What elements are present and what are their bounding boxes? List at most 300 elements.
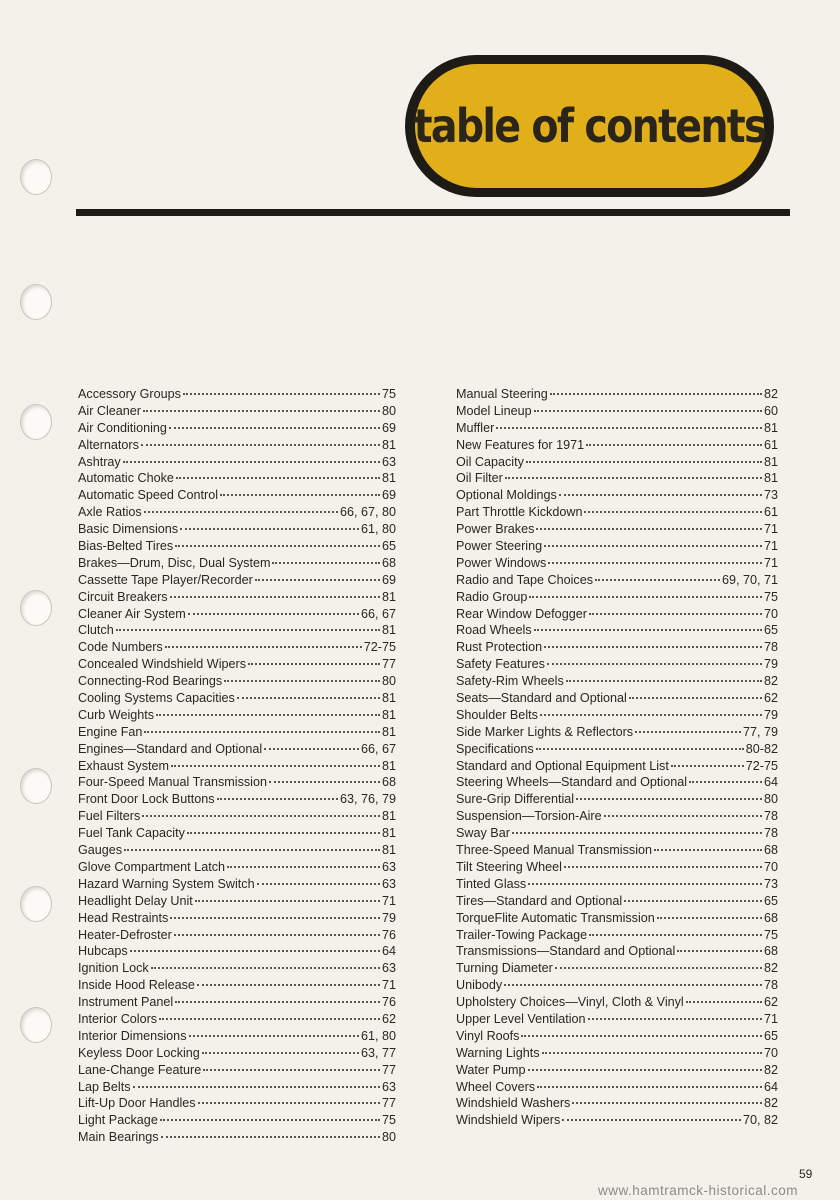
dot-leader xyxy=(197,984,380,986)
dot-leader xyxy=(142,815,380,817)
toc-entry xyxy=(456,876,778,893)
toc-entry-pages: 76 xyxy=(381,995,396,1010)
dot-leader xyxy=(548,562,762,564)
title-badge xyxy=(405,55,774,197)
dot-leader xyxy=(187,832,380,834)
toc-entry-label: Radio Group xyxy=(456,589,528,604)
toc-entry-label: TorqueFlite Automatic Transmission xyxy=(456,910,655,925)
toc-entry-pages: 81 xyxy=(381,826,396,841)
toc-entry-label: Tires—Standard and Optional xyxy=(456,893,623,908)
toc-entry-pages: 71 xyxy=(763,522,778,537)
dot-leader xyxy=(202,1052,359,1054)
toc-entry-pages: 61, 80 xyxy=(360,522,396,537)
dot-leader xyxy=(686,1001,762,1003)
toc-entry-label: Suspension—Torsion-Aire xyxy=(456,809,602,824)
toc-entry-label: Interior Dimensions xyxy=(78,1028,187,1043)
toc-entry-pages: 81 xyxy=(763,471,778,486)
toc-entry-label: Road Wheels xyxy=(456,623,532,638)
toc-entry xyxy=(78,487,396,504)
toc-entry-label: Warning Lights xyxy=(456,1045,540,1060)
toc-entry-pages: 80 xyxy=(381,403,396,418)
dot-leader xyxy=(595,579,720,581)
toc-entry xyxy=(78,842,396,859)
toc-entry-label: Circuit Breakers xyxy=(78,589,168,604)
toc-entry xyxy=(456,420,778,437)
toc-entry-label: Specifications xyxy=(456,741,534,756)
toc-entry-label: Radio and Tape Choices xyxy=(456,572,593,587)
toc-entry xyxy=(456,1095,778,1112)
toc-entry xyxy=(78,1095,396,1112)
toc-entry xyxy=(456,538,778,555)
dot-leader xyxy=(572,1102,762,1104)
toc-entry-pages: 61, 80 xyxy=(360,1028,396,1043)
toc-entry-pages: 62 xyxy=(381,1011,396,1026)
toc-entry-label: Engine Fan xyxy=(78,724,143,739)
toc-entry-label: Main Bearings xyxy=(78,1130,159,1145)
toc-entry xyxy=(78,673,396,690)
dot-leader xyxy=(141,444,380,446)
toc-entry-pages: 75 xyxy=(381,387,396,401)
dot-leader xyxy=(188,613,359,615)
toc-entry-label: Four-Speed Manual Transmission xyxy=(78,775,267,790)
toc-entry xyxy=(78,927,396,944)
toc-entry-label: Safety Features xyxy=(456,657,545,672)
dot-leader xyxy=(635,731,741,733)
dot-leader xyxy=(505,477,762,479)
toc-entry-label: Light Package xyxy=(78,1113,158,1128)
binder-hole xyxy=(20,590,52,626)
toc-entry xyxy=(78,1129,396,1146)
toc-entry-label: Power Windows xyxy=(456,555,547,570)
toc-entry xyxy=(78,572,396,589)
toc-entry xyxy=(456,774,778,791)
toc-entry xyxy=(456,859,778,876)
toc-entry-pages: 78 xyxy=(763,978,778,993)
toc-entry-label: Interior Colors xyxy=(78,1011,158,1026)
toc-entry xyxy=(78,1079,396,1096)
toc-entry-label: Bias-Belted Tires xyxy=(78,539,174,554)
toc-entry-pages: 80 xyxy=(381,1130,396,1145)
toc-entry-label: Gauges xyxy=(78,843,123,858)
toc-entry xyxy=(78,758,396,775)
toc-entry xyxy=(456,741,778,758)
toc-entry-label: Oil Filter xyxy=(456,471,503,486)
toc-entry-pages: 62 xyxy=(763,995,778,1010)
dot-leader xyxy=(170,917,380,919)
toc-entry-pages: 81 xyxy=(381,809,396,824)
toc-entry-pages: 82 xyxy=(763,387,778,401)
toc-entry xyxy=(78,893,396,910)
toc-entry xyxy=(78,960,396,977)
toc-entry xyxy=(456,724,778,741)
toc-entry-label: Head Restraints xyxy=(78,910,169,925)
dot-leader xyxy=(237,697,380,699)
toc-entry xyxy=(456,943,778,960)
dot-leader xyxy=(124,849,380,851)
toc-entry-pages: 76 xyxy=(381,927,396,942)
toc-entry-label: Glove Compartment Latch xyxy=(78,859,225,874)
dot-leader xyxy=(526,461,762,463)
binder-hole xyxy=(20,1007,52,1043)
dot-leader xyxy=(156,714,380,716)
toc-entry-pages: 69 xyxy=(381,420,396,435)
toc-entry-label: Upholstery Choices—Vinyl, Cloth & Vinyl xyxy=(456,995,684,1010)
toc-entry-label: Keyless Door Locking xyxy=(78,1045,200,1060)
toc-entry-label: Concealed Windshield Wipers xyxy=(78,657,246,672)
toc-entry-pages: 61 xyxy=(763,437,778,452)
toc-entry-label: Sway Bar xyxy=(456,826,510,841)
dot-leader xyxy=(536,748,744,750)
toc-entry-label: Hubcaps xyxy=(78,944,128,959)
dot-leader xyxy=(584,511,762,513)
dot-leader xyxy=(183,393,380,395)
toc-entry-pages: 71 xyxy=(763,1011,778,1026)
dot-leader xyxy=(604,815,762,817)
toc-entry-label: Cleaner Air System xyxy=(78,606,186,621)
toc-entry-pages: 80 xyxy=(763,792,778,807)
toc-entry-label: Hazard Warning System Switch xyxy=(78,876,255,891)
toc-entry xyxy=(78,724,396,741)
toc-entry xyxy=(456,808,778,825)
toc-entry-pages: 70, 82 xyxy=(742,1113,778,1128)
toc-entry-pages: 78 xyxy=(763,809,778,824)
toc-entry xyxy=(456,690,778,707)
toc-entry-label: Connecting-Rod Bearings xyxy=(78,674,223,689)
toc-entry-label: Engines—Standard and Optional xyxy=(78,741,263,756)
toc-entry xyxy=(456,521,778,538)
toc-entry-label: Safety-Rim Wheels xyxy=(456,674,564,689)
toc-entry-label: Tilt Steering Wheel xyxy=(456,859,562,874)
dot-leader xyxy=(550,393,762,395)
dot-leader xyxy=(170,596,380,598)
toc-entry-pages: 66, 67 xyxy=(360,606,396,621)
toc-entry-label: Three-Speed Manual Transmission xyxy=(456,843,652,858)
toc-entry-pages: 81 xyxy=(381,589,396,604)
toc-entry-pages: 82 xyxy=(763,961,778,976)
toc-entry xyxy=(456,454,778,471)
toc-entry-pages: 81 xyxy=(381,724,396,739)
toc-column-right xyxy=(456,386,778,1129)
toc-entry-pages: 79 xyxy=(381,910,396,925)
toc-entry xyxy=(78,538,396,555)
toc-entry-pages: 63, 76, 79 xyxy=(339,792,396,807)
dot-leader xyxy=(144,731,380,733)
dot-leader xyxy=(255,579,380,581)
dot-leader xyxy=(629,697,762,699)
toc-entry-pages: 64 xyxy=(763,775,778,790)
toc-entry xyxy=(456,470,778,487)
toc-entry xyxy=(456,572,778,589)
toc-entry xyxy=(78,639,396,656)
toc-entry-label: Vinyl Roofs xyxy=(456,1028,520,1043)
toc-entry xyxy=(78,1112,396,1129)
toc-entry xyxy=(78,791,396,808)
toc-entry-label: Muffler xyxy=(456,420,495,435)
dot-leader xyxy=(180,528,359,530)
toc-entry-label: Curb Weights xyxy=(78,707,155,722)
toc-entry-label: Lane-Change Feature xyxy=(78,1062,202,1077)
binder-hole xyxy=(20,768,52,804)
toc-entry xyxy=(456,487,778,504)
dot-leader xyxy=(195,900,380,902)
toc-entry-label: Inside Hood Release xyxy=(78,978,195,993)
toc-entry xyxy=(78,606,396,623)
toc-entry-pages: 82 xyxy=(763,1096,778,1111)
dot-leader xyxy=(534,410,762,412)
toc-entry-label: Sure-Grip Differential xyxy=(456,792,575,807)
toc-entry-label: Air Cleaner xyxy=(78,403,141,418)
toc-entry-label: Heater-Defroster xyxy=(78,927,172,942)
toc-entry xyxy=(78,741,396,758)
toc-entry-label: Power Steering xyxy=(456,539,543,554)
toc-entry-pages: 68 xyxy=(381,555,396,570)
toc-entry xyxy=(456,977,778,994)
dot-leader xyxy=(174,934,380,936)
toc-entry xyxy=(78,504,396,521)
toc-entry-label: Air Conditioning xyxy=(78,420,167,435)
dot-leader xyxy=(540,714,762,716)
dot-leader xyxy=(175,1001,380,1003)
dot-leader xyxy=(537,1086,762,1088)
toc-entry xyxy=(456,825,778,842)
toc-entry-label: Seats—Standard and Optional xyxy=(456,691,627,706)
toc-entry xyxy=(78,1062,396,1079)
toc-entry-pages: 69 xyxy=(381,488,396,503)
dot-leader xyxy=(176,477,380,479)
toc-entry xyxy=(456,504,778,521)
toc-entry xyxy=(456,707,778,724)
toc-entry-label: Oil Capacity xyxy=(456,454,524,469)
toc-entry-pages: 65 xyxy=(763,893,778,908)
toc-entry-label: Standard and Optional Equipment List xyxy=(456,758,669,773)
dot-leader xyxy=(528,883,762,885)
toc-entry-label: Side Marker Lights & Reflectors xyxy=(456,724,634,739)
toc-entry xyxy=(456,589,778,606)
toc-entry xyxy=(456,791,778,808)
toc-entry-pages: 70 xyxy=(763,1045,778,1060)
toc-entry-label: Lift-Up Door Handles xyxy=(78,1096,196,1111)
dot-leader xyxy=(130,950,380,952)
dot-leader xyxy=(143,410,380,412)
dot-leader xyxy=(264,748,359,750)
toc-entry-pages: 77, 79 xyxy=(742,724,778,739)
toc-entry-label: Rust Protection xyxy=(456,640,543,655)
toc-entry-label: Headlight Delay Unit xyxy=(78,893,193,908)
toc-entry-pages: 65 xyxy=(763,623,778,638)
toc-entry-pages: 71 xyxy=(763,539,778,554)
toc-entry xyxy=(78,808,396,825)
dot-leader xyxy=(171,765,380,767)
toc-entry-pages: 79 xyxy=(763,707,778,722)
toc-entry xyxy=(78,589,396,606)
dot-leader xyxy=(161,1136,380,1138)
toc-entry-label: Unibody xyxy=(456,978,503,993)
toc-entry-label: Turning Diameter xyxy=(456,961,553,976)
title-badge-fill xyxy=(415,64,764,188)
dot-leader xyxy=(165,646,362,648)
toc-entry-label: Optional Moldings xyxy=(456,488,557,503)
toc-entry-label: Part Throttle Kickdown xyxy=(456,505,583,520)
toc-entry-pages: 81 xyxy=(381,758,396,773)
toc-entry-label: Code Numbers xyxy=(78,640,163,655)
toc-entry xyxy=(78,521,396,538)
dot-leader xyxy=(496,427,762,429)
dot-leader xyxy=(257,883,380,885)
toc-entry-label: Tinted Glass xyxy=(456,876,527,891)
toc-entry-label: Alternators xyxy=(78,437,139,452)
toc-entry-pages: 69, 70, 71 xyxy=(721,572,778,587)
toc-entry xyxy=(456,639,778,656)
toc-entry-pages: 75 xyxy=(763,927,778,942)
toc-entry-label: Shoulder Belts xyxy=(456,707,538,722)
toc-column-left xyxy=(78,386,396,1146)
toc-entry-pages: 81 xyxy=(763,420,778,435)
toc-entry xyxy=(78,994,396,1011)
toc-entry-label: Accessory Groups xyxy=(78,387,181,401)
dot-leader xyxy=(203,1069,380,1071)
toc-entry-label: Cassette Tape Player/Recorder xyxy=(78,572,253,587)
dot-leader xyxy=(657,917,762,919)
toc-entry-label: Brakes—Drum, Disc, Dual System xyxy=(78,555,271,570)
dot-leader xyxy=(504,984,762,986)
dot-leader xyxy=(566,680,762,682)
toc-entry-pages: 65 xyxy=(381,539,396,554)
toc-entry-label: Windshield Washers xyxy=(456,1096,571,1111)
toc-entry-pages: 69 xyxy=(381,572,396,587)
toc-entry-label: Transmissions—Standard and Optional xyxy=(456,944,676,959)
toc-entry-label: Wheel Covers xyxy=(456,1079,536,1094)
toc-entry-label: Water Pump xyxy=(456,1062,526,1077)
dot-leader xyxy=(198,1102,380,1104)
dot-leader xyxy=(564,866,762,868)
toc-entry-pages: 77 xyxy=(381,1062,396,1077)
toc-entry xyxy=(456,622,778,639)
toc-entry-pages: 70 xyxy=(763,606,778,621)
toc-entry xyxy=(78,454,396,471)
toc-entry xyxy=(456,673,778,690)
dot-leader xyxy=(544,646,762,648)
toc-entry-label: Ashtray xyxy=(78,454,121,469)
toc-entry xyxy=(456,842,778,859)
toc-entry-pages: 68 xyxy=(763,910,778,925)
dot-leader xyxy=(116,629,380,631)
toc-entry-pages: 62 xyxy=(763,691,778,706)
toc-entry-pages: 63 xyxy=(381,876,396,891)
toc-entry-label: Basic Dimensions xyxy=(78,522,179,537)
toc-entry xyxy=(456,555,778,572)
dot-leader xyxy=(576,798,762,800)
dot-leader xyxy=(586,444,762,446)
toc-entry xyxy=(456,994,778,1011)
dot-leader xyxy=(224,680,380,682)
toc-entry xyxy=(78,910,396,927)
dot-leader xyxy=(547,663,762,665)
binder-hole xyxy=(20,404,52,440)
page-number: 59 xyxy=(799,1167,813,1181)
dot-leader xyxy=(528,1069,762,1071)
dot-leader xyxy=(169,427,380,429)
toc-entry-pages: 72-75 xyxy=(363,640,396,655)
dot-leader xyxy=(217,798,338,800)
toc-entry xyxy=(78,420,396,437)
toc-entry xyxy=(78,1028,396,1045)
watermark: www.hamtramck-historical.com xyxy=(598,1183,799,1198)
toc-entry xyxy=(78,622,396,639)
toc-entry xyxy=(456,1079,778,1096)
toc-entry-pages: 73 xyxy=(763,488,778,503)
toc-entry-pages: 71 xyxy=(381,978,396,993)
toc-entry-label: Cooling Systems Capacities xyxy=(78,691,235,706)
dot-leader xyxy=(671,765,744,767)
toc-entry xyxy=(456,1062,778,1079)
toc-entry-pages: 78 xyxy=(763,826,778,841)
dot-leader xyxy=(654,849,762,851)
toc-entry-pages: 66, 67 xyxy=(360,741,396,756)
toc-entry-pages: 77 xyxy=(381,1096,396,1111)
toc-entry-pages: 68 xyxy=(763,843,778,858)
toc-entry-label: Trailer-Towing Package xyxy=(456,927,588,942)
toc-entry-label: Rear Window Defogger xyxy=(456,606,587,621)
dot-leader xyxy=(189,1035,359,1037)
toc-entry xyxy=(456,1045,778,1062)
header-rule xyxy=(76,209,790,216)
toc-entry-pages: 81 xyxy=(381,437,396,452)
toc-entry-pages: 63 xyxy=(381,961,396,976)
toc-entry xyxy=(456,606,778,623)
toc-entry-pages: 81 xyxy=(381,623,396,638)
dot-leader xyxy=(144,511,338,513)
toc-entry-pages: 63, 77 xyxy=(360,1045,396,1060)
toc-entry xyxy=(456,437,778,454)
toc-entry xyxy=(78,707,396,724)
toc-entry-pages: 61 xyxy=(763,505,778,520)
dot-leader xyxy=(512,832,762,834)
toc-entry-pages: 81 xyxy=(381,471,396,486)
toc-entry-label: Steering Wheels—Standard and Optional xyxy=(456,775,688,790)
dot-leader xyxy=(559,494,762,496)
toc-entry-pages: 73 xyxy=(763,876,778,891)
dot-leader xyxy=(133,1086,380,1088)
dot-leader xyxy=(269,781,380,783)
toc-entry-pages: 81 xyxy=(381,691,396,706)
page-title: table of contents xyxy=(413,99,766,153)
toc-entry-pages: 75 xyxy=(763,589,778,604)
toc-entry xyxy=(78,437,396,454)
toc-entry xyxy=(78,1045,396,1062)
dot-leader xyxy=(544,545,762,547)
toc-entry-pages: 66, 67, 80 xyxy=(339,505,396,520)
toc-entry xyxy=(456,1112,778,1129)
toc-entry xyxy=(456,1028,778,1045)
dot-leader xyxy=(542,1052,762,1054)
dot-leader xyxy=(624,900,762,902)
toc-entry-pages: 63 xyxy=(381,454,396,469)
toc-entry xyxy=(456,960,778,977)
toc-entry-pages: 71 xyxy=(381,893,396,908)
dot-leader xyxy=(562,1119,741,1121)
toc-entry-pages: 71 xyxy=(763,555,778,570)
toc-entry xyxy=(78,403,396,420)
toc-entry-label: Windshield Wipers xyxy=(456,1113,561,1128)
toc-entry xyxy=(78,859,396,876)
toc-entry-label: Upper Level Ventilation xyxy=(456,1011,586,1026)
toc-entry-label: Instrument Panel xyxy=(78,995,174,1010)
toc-entry-label: Lap Belts xyxy=(78,1079,131,1094)
toc-entry xyxy=(456,910,778,927)
binder-hole xyxy=(20,886,52,922)
binder-hole xyxy=(20,284,52,320)
dot-leader xyxy=(588,1018,762,1020)
